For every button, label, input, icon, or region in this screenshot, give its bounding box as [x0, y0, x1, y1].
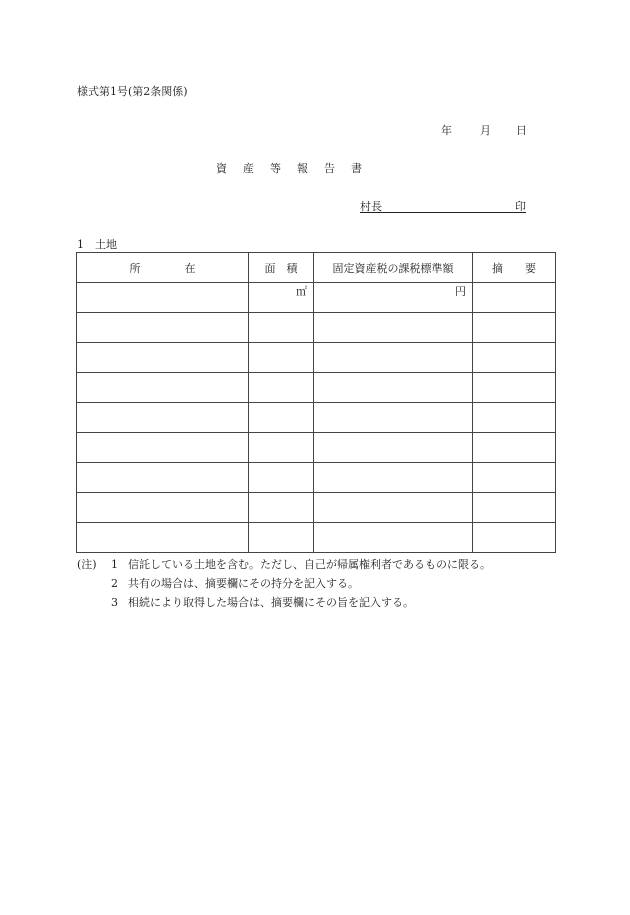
cell-area[interactable] [249, 523, 314, 553]
title-char: 告 [324, 162, 335, 175]
cell-remarks[interactable] [473, 463, 556, 493]
mayor-signature-line [360, 198, 526, 213]
cell-remarks[interactable] [473, 433, 556, 463]
seal-label: 印 [515, 200, 526, 213]
cell-remarks[interactable] [473, 493, 556, 523]
note-text: 信託している土地を含む。ただし、自己が帰属権利者であるものに限る。 [128, 558, 491, 571]
table-header-row [77, 253, 556, 283]
cell-remarks[interactable] [473, 313, 556, 343]
cell-area[interactable] [249, 313, 314, 343]
header-tax-base: 固定資産税の課税標準額 [314, 253, 473, 283]
title-char: 報 [297, 162, 308, 175]
date-line [441, 122, 527, 138]
note-number: 3 [111, 596, 118, 609]
table-row [77, 313, 556, 343]
table-row [77, 433, 556, 463]
note-text: 共有の場合は、摘要欄にその持分を記入する。 [128, 577, 359, 590]
cell-location[interactable] [77, 523, 249, 553]
cell-tax-base[interactable] [314, 493, 473, 523]
cell-location[interactable] [77, 373, 249, 403]
date-year-label: 年 [441, 124, 452, 137]
cell-location[interactable] [77, 433, 249, 463]
table-row [77, 403, 556, 433]
form-number: 様式第1号(第2条関係) [77, 85, 188, 98]
note-number: 1 [111, 558, 118, 571]
cell-area[interactable] [249, 373, 314, 403]
cell-remarks[interactable] [473, 283, 556, 313]
date-month-label: 月 [480, 124, 491, 137]
table-row [77, 463, 556, 493]
table-row [77, 373, 556, 403]
date-day-label: 日 [516, 124, 527, 137]
cell-tax-base[interactable] [314, 433, 473, 463]
cell-remarks[interactable] [473, 373, 556, 403]
cell-tax-base[interactable] [314, 313, 473, 343]
cell-location[interactable] [77, 283, 249, 313]
report-title [216, 160, 378, 176]
cell-remarks[interactable] [473, 523, 556, 553]
cell-tax-base[interactable] [314, 523, 473, 553]
table-row [77, 493, 556, 523]
cell-area[interactable] [249, 403, 314, 433]
cell-tax-base[interactable] [314, 463, 473, 493]
section-label: 1 土地 [77, 238, 117, 251]
notes-prefix: (注) [77, 558, 97, 571]
cell-tax-base[interactable]: 円 [314, 283, 473, 313]
cell-location[interactable] [77, 313, 249, 343]
cell-tax-base[interactable] [314, 373, 473, 403]
cell-tax-base[interactable] [314, 403, 473, 433]
header-remarks: 摘 要 [473, 253, 556, 283]
cell-location[interactable] [77, 493, 249, 523]
note-text: 相続により取得した場合は、摘要欄にその旨を記入する。 [128, 596, 414, 609]
land-table [76, 252, 556, 553]
cell-area[interactable] [249, 343, 314, 373]
table-row [77, 523, 556, 553]
table-row [77, 343, 556, 373]
cell-location[interactable] [77, 343, 249, 373]
cell-remarks[interactable] [473, 403, 556, 433]
cell-area[interactable] [249, 493, 314, 523]
cell-area[interactable] [249, 433, 314, 463]
title-char: 産 [243, 162, 254, 175]
cell-area[interactable]: ㎡ [249, 283, 314, 313]
cell-tax-base[interactable] [314, 343, 473, 373]
cell-location[interactable] [77, 463, 249, 493]
cell-remarks[interactable] [473, 343, 556, 373]
title-char: 書 [351, 162, 362, 175]
table-row [77, 283, 556, 313]
header-location: 所 在 [77, 253, 249, 283]
cell-location[interactable] [77, 403, 249, 433]
note-number: 2 [111, 577, 118, 590]
title-char: 資 [216, 162, 227, 175]
header-area: 面 積 [249, 253, 314, 283]
cell-area[interactable] [249, 463, 314, 493]
mayor-label: 村長 [360, 200, 382, 213]
title-char: 等 [270, 162, 281, 175]
